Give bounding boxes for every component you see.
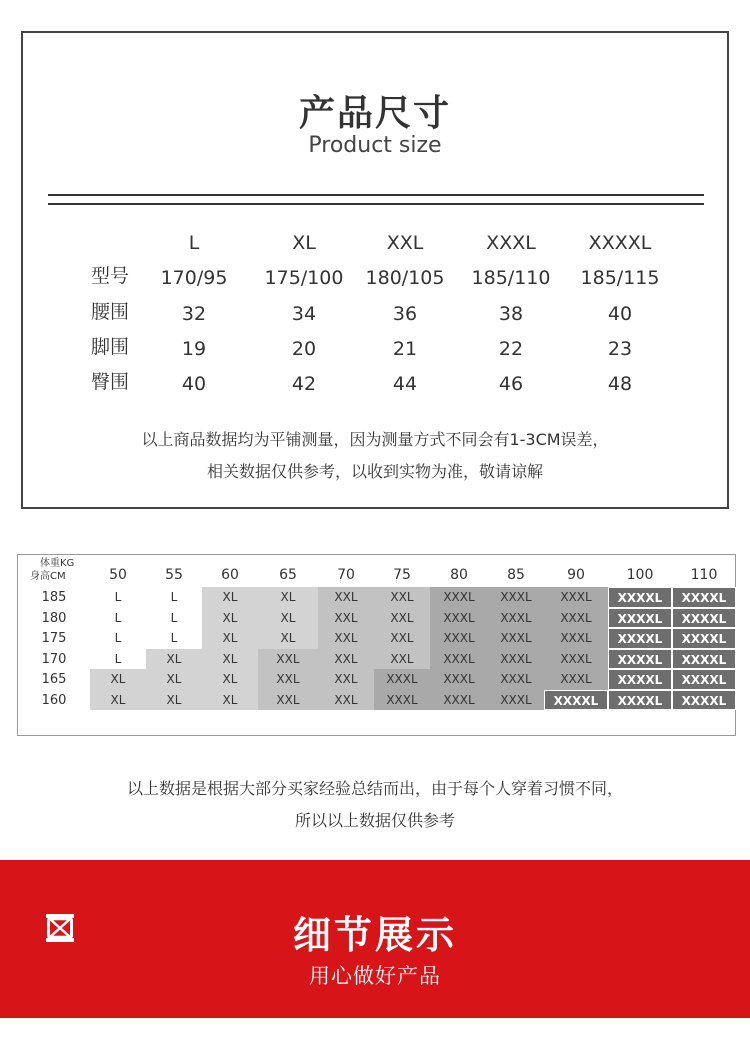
size-value-cell: 22 xyxy=(498,338,524,360)
weight-header-cell: 55 xyxy=(165,567,183,583)
size-value-cell: 185/115 xyxy=(580,267,660,289)
fit-size-cell: XXL xyxy=(318,690,374,711)
fit-size-cell: XXXL xyxy=(544,587,608,608)
fit-size-cell: XXXXL xyxy=(672,649,736,670)
fit-size-cell: L xyxy=(146,628,202,649)
fit-size-cell: XXXL xyxy=(544,608,608,629)
fit-size-cell: XXXL xyxy=(544,649,608,670)
weight-header-cell: 75 xyxy=(393,567,411,583)
fit-size-cell: XXXXL xyxy=(672,669,736,690)
size-value-cell: 170/95 xyxy=(160,267,228,289)
fit-size-cell: XXXXL xyxy=(608,608,672,629)
size-row-label: 腰围 xyxy=(91,301,130,323)
fit-size-cell: XXL xyxy=(318,669,374,690)
weight-header-cell: 70 xyxy=(337,567,355,583)
size-value-cell: 48 xyxy=(607,373,633,395)
size-value-cell: 36 xyxy=(392,303,418,325)
size-value-cell: 180/105 xyxy=(365,267,445,289)
fit-size-cell: XXXL xyxy=(544,628,608,649)
weight-header-cell: 65 xyxy=(279,567,297,583)
fit-size-cell: L xyxy=(146,608,202,629)
size-value-cell: 42 xyxy=(291,373,317,395)
height-label-cell: 165 xyxy=(41,672,67,687)
fit-size-cell: XXXXL xyxy=(608,649,672,670)
size-header-cell: XXL xyxy=(386,232,424,254)
height-label-cell: 185 xyxy=(41,590,67,605)
fit-size-cell: XXXL xyxy=(488,608,544,629)
fit-size-cell: XXXXL xyxy=(608,669,672,690)
size-value-cell: 34 xyxy=(291,303,317,325)
height-label-cell: 175 xyxy=(41,631,67,646)
banner-title: 细节展示 xyxy=(292,913,457,957)
fit-size-cell: XXXL xyxy=(430,690,488,711)
fit-size-cell: XXXL xyxy=(430,628,488,649)
fit-size-cell: XXXXL xyxy=(544,690,608,711)
fit-size-cell: L xyxy=(90,628,146,649)
fit-size-cell: XXXXL xyxy=(672,690,736,711)
fit-size-cell: XXXL xyxy=(430,669,488,690)
fit-caption-line1: 以上数据是根据大部分买家经验总结而出，由于每个人穿着习惯不同， xyxy=(126,779,623,798)
fit-size-cell: XL xyxy=(202,608,258,629)
size-row-label: 型号 xyxy=(91,265,130,287)
measurement-note-line1: 以上商品数据均为平铺测量，因为测量方式不同会有1-3CM误差， xyxy=(141,430,609,449)
fit-size-cell: XXL xyxy=(374,608,430,629)
weight-header-cell: 100 xyxy=(626,567,654,583)
fit-size-cell: XL xyxy=(202,628,258,649)
size-value-cell: 40 xyxy=(607,303,633,325)
fit-size-cell: XXXXL xyxy=(608,690,672,711)
size-header-cell: XL xyxy=(292,232,316,254)
fit-size-cell: XXXXL xyxy=(672,587,736,608)
height-label-cell: 160 xyxy=(41,692,67,708)
fit-size-cell: XXXL xyxy=(488,587,544,608)
fit-size-cell: XXXXL xyxy=(672,628,736,649)
weight-header-cell: 110 xyxy=(690,567,718,583)
fit-size-cell: XXL xyxy=(318,608,374,629)
fit-chart-header-height: 身高CM xyxy=(30,571,66,582)
size-header-cell: XXXXL xyxy=(588,232,652,254)
fit-size-cell: XXXXL xyxy=(608,587,672,608)
size-value-cell: 46 xyxy=(498,373,524,395)
fit-size-cell: L xyxy=(90,649,146,670)
fit-size-cell: XXL xyxy=(374,649,430,670)
fit-size-cell: XXL xyxy=(258,669,318,690)
fit-size-cell: XXXL xyxy=(488,628,544,649)
size-title-cn: 产品尺寸 xyxy=(298,93,451,134)
banner-subtitle: 用心做好产品 xyxy=(309,964,441,988)
fit-size-cell: XXXL xyxy=(374,690,430,711)
fit-chart xyxy=(17,554,736,736)
fit-size-cell: XXXL xyxy=(374,669,430,690)
fit-size-cell: XXXL xyxy=(430,649,488,670)
fit-size-cell: XL xyxy=(202,649,258,670)
fit-size-cell: L xyxy=(146,587,202,608)
size-value-cell: 19 xyxy=(181,338,207,360)
fit-size-cell: L xyxy=(90,608,146,629)
fit-size-cell: XXXXL xyxy=(608,628,672,649)
weight-header-cell: 60 xyxy=(221,567,239,583)
size-value-cell: 40 xyxy=(181,373,207,395)
details-banner xyxy=(0,860,750,1018)
measurement-note-line2: 相关数据仅供参考，以收到实物为准，敬请谅解 xyxy=(206,462,543,481)
fit-size-cell: XL xyxy=(146,649,202,670)
size-value-cell: 20 xyxy=(291,338,317,360)
weight-header-cell: 90 xyxy=(567,567,585,583)
fit-size-cell: XXXL xyxy=(430,587,488,608)
weight-header-cell: 85 xyxy=(507,567,525,583)
fit-size-cell: XXL xyxy=(374,587,430,608)
fit-size-cell: XXL xyxy=(318,649,374,670)
fit-size-cell: XL xyxy=(202,587,258,608)
fit-size-cell: XL xyxy=(258,608,318,629)
fit-size-cell: XXL xyxy=(318,587,374,608)
fit-size-cell: XXXL xyxy=(544,669,608,690)
size-value-cell: 38 xyxy=(498,303,524,325)
size-value-cell: 185/110 xyxy=(471,267,551,289)
fit-size-cell: XL xyxy=(202,690,258,711)
fit-caption-line2: 所以以上数据仅供参考 xyxy=(294,811,455,830)
size-row-label: 臀围 xyxy=(91,371,130,393)
fit-size-cell: XXL xyxy=(318,628,374,649)
fit-size-cell: XL xyxy=(146,690,202,711)
size-header-cell: L xyxy=(188,232,200,254)
fit-size-cell: XXXL xyxy=(488,690,544,711)
weight-header-cell: 80 xyxy=(450,567,468,583)
fit-size-cell: XXL xyxy=(258,649,318,670)
fit-size-cell: XL xyxy=(258,628,318,649)
size-title-en: Product size xyxy=(308,133,442,158)
fit-chart-header-weight: 体重KG xyxy=(40,558,75,569)
fit-size-cell: XXXL xyxy=(488,649,544,670)
fit-size-cell: XL xyxy=(146,669,202,690)
fit-size-cell: XXL xyxy=(374,628,430,649)
size-table-panel xyxy=(21,31,729,509)
size-header-cell: XXXL xyxy=(486,232,536,254)
divider-top xyxy=(48,194,704,196)
size-value-cell: 23 xyxy=(607,338,633,360)
fit-size-cell: XL xyxy=(258,587,318,608)
height-label-cell: 180 xyxy=(41,610,67,626)
fit-size-cell: XL xyxy=(202,669,258,690)
fit-size-cell: XXL xyxy=(258,690,318,711)
divider-bottom xyxy=(48,203,704,205)
fit-size-cell: XXXXL xyxy=(672,608,736,629)
size-value-cell: 32 xyxy=(181,303,207,325)
weight-header-cell: 50 xyxy=(109,567,127,583)
fit-size-cell: XL xyxy=(90,669,146,690)
fit-size-cell: XXXL xyxy=(488,669,544,690)
height-label-cell: 170 xyxy=(41,651,67,667)
size-row-label: 脚围 xyxy=(91,336,130,358)
fit-size-cell: L xyxy=(90,587,146,608)
size-value-cell: 44 xyxy=(392,373,418,395)
size-value-cell: 21 xyxy=(392,338,418,360)
fit-size-cell: XL xyxy=(90,690,146,711)
fit-size-cell: XXXL xyxy=(430,608,488,629)
size-value-cell: 175/100 xyxy=(264,267,344,289)
